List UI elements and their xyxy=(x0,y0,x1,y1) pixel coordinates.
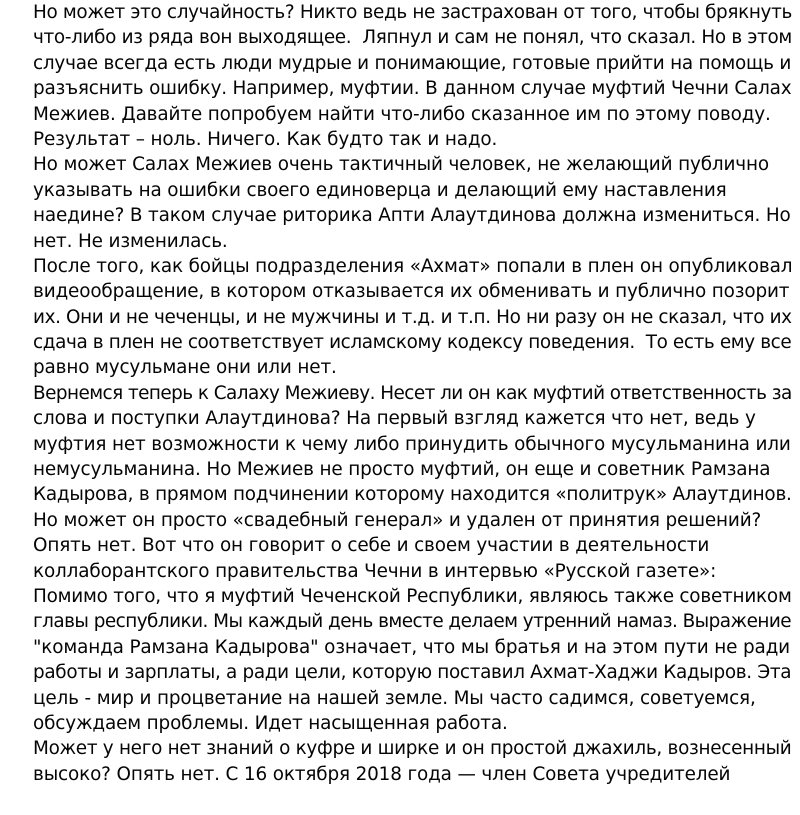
post-line: Кадырова, в прямом подчинении которому находится «политрук» Алаутдинов. xyxy=(33,484,792,506)
post-line: что-либо из ряда вон выходящее. Ляпнул и сам не понял, что сказал. Но в этом xyxy=(33,27,792,49)
post-line: случае всегда есть люди мудрые и понимающие, готовые прийти на помощь и xyxy=(33,52,792,74)
post-line: Результат – ноль. Ничего. Как будто так и надо. xyxy=(33,128,498,150)
post-line: их. Они и не чеченцы, и не мужчины и т.д. и т.п. Но ни разу он не сказал, что их xyxy=(33,306,792,328)
post-line: Но может это случайность? Никто ведь не застрахован от того, чтобы брякнуть xyxy=(33,2,792,23)
post-line: муфтия нет возможности к чему либо принудить обычного мусульманина или xyxy=(33,433,791,455)
post-line: работы и зарплаты, а ради цели, которую поставил Ахмат-Хаджи Кадыров. Эта xyxy=(33,662,792,684)
post-line: Помимо того, что я муфтий Чеченской Республики, являюсь также советником xyxy=(33,585,792,607)
post-line: указывать на ошибки своего единоверца и делающий ему наставления xyxy=(33,179,727,201)
post-line: главы республики. Мы каждый день вместе делаем утренний намаз. Выражение xyxy=(33,611,792,633)
post-line: наедине? В таком случае риторика Апти Алаутдинова должна измениться. Но xyxy=(33,205,791,227)
post-line: цель - мир и процветание на нашей земле. Мы часто садимся, советуемся, xyxy=(33,687,756,709)
post-line: "команда Рамзана Кадырова" означает, что мы братья и на этом пути не ради xyxy=(33,636,790,658)
post-line: Но может Салах Межиев очень тактичный человек, не желающий публично xyxy=(33,154,769,176)
post-line: Вернемся теперь к Салаху Межиеву. Несет ли он как муфтий ответственность за xyxy=(33,382,792,404)
post-line: разъяснить ошибку. Например, муфтии. В данном случае муфтий Чечни Салах xyxy=(33,78,792,100)
post-line: обсуждаем проблемы. Идет насыщенная работа. xyxy=(33,712,508,734)
post-line: нет. Не изменилась. xyxy=(33,230,228,252)
post-line: Опять нет. Вот что он говорит о себе и своем участии в деятельности xyxy=(33,535,710,557)
post-line: видеообращение, в котором отказывается их обменивать и публично позорит xyxy=(33,281,790,303)
post-line: Но может он просто «свадебный генерал» и удален от принятия решений? xyxy=(33,509,762,531)
post-text xyxy=(33,0,793,787)
post-line: сдача в плен не соответствует исламскому кодексу поведения. То есть ему все xyxy=(33,332,792,354)
post-line: равно мусульмане они или нет. xyxy=(33,357,337,379)
post-line: Межиев. Давайте попробуем найти что-либо сказанное им по этому поводу. xyxy=(33,103,771,125)
post-line: коллаборантского правительства Чечни в интервью «Русской газете»: xyxy=(33,560,717,582)
post-line: Может у него нет знаний о куфре и ширке и он простой джахиль, вознесенный xyxy=(33,738,792,760)
post-line: высоко? Опять нет. С 16 октября 2018 года — член Совета учредителей xyxy=(33,763,731,785)
post-line: слова и поступки Алаутдинова? На первый взгляд кажется что нет, ведь у xyxy=(33,408,756,430)
post-line: После того, как бойцы подразделения «Ахмат» попали в плен он опубликовал xyxy=(33,255,793,277)
post-line: немусульманина. Но Межиев не просто муфтий, он еще и советник Рамзана xyxy=(33,459,771,481)
